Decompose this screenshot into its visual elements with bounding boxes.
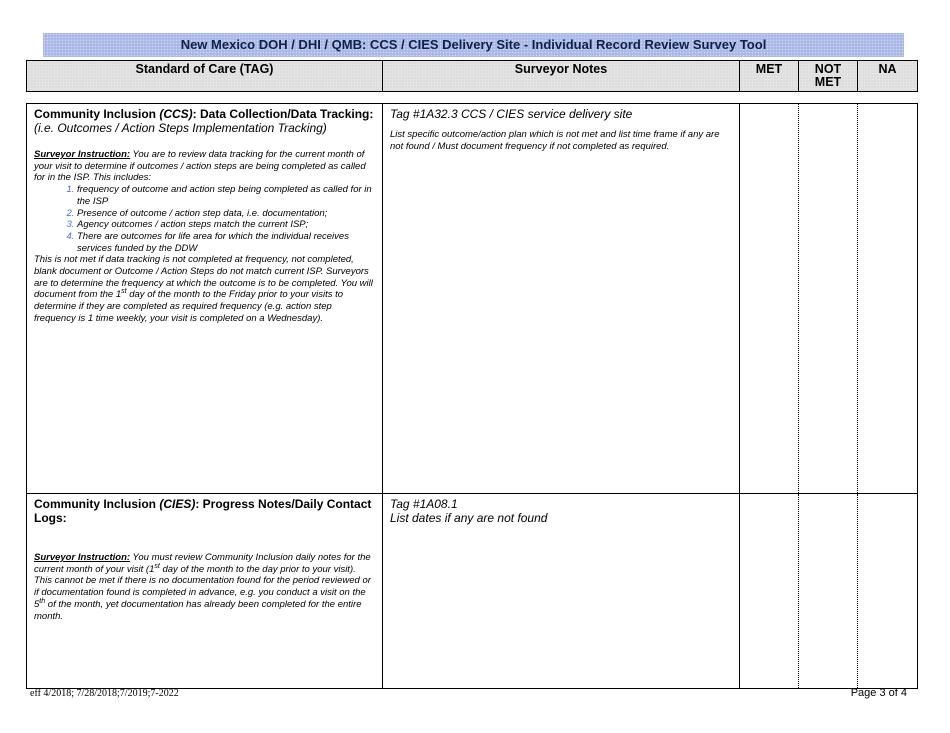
na-cell[interactable]: [858, 494, 918, 689]
column-header-table: [26, 60, 918, 92]
list-item: 4. There are outcomes for life area for which the individual receives services funded by the DDW: [77, 231, 376, 254]
surveyor-notes-cell[interactable]: [383, 494, 740, 689]
document-title: New Mexico DOH / DHI / QMB: CCS / CIES Delivery Site - Individual Record Review Survey Tool: [43, 33, 904, 57]
not-met-cell[interactable]: [799, 494, 858, 689]
met-cell[interactable]: [740, 104, 799, 494]
notes-instruction: List dates if any are not found: [390, 511, 548, 525]
list-item: 3. Agency outcomes / action steps match the current ISP;: [77, 219, 376, 231]
col-header-notes: Surveyor Notes: [383, 61, 740, 92]
col-header-standard: Standard of Care (TAG): [27, 61, 383, 92]
standard-heading: Community Inclusion (CIES): Progress Notes/Daily Contact Logs:: [34, 497, 372, 525]
list-item: 1. frequency of outcome and action step being completed as called for in the ISP: [77, 184, 376, 207]
footer-effective-dates: eff 4/2018; 7/28/2018;7/2019;7-2022: [30, 688, 179, 699]
notes-instruction: List specific outcome/action plan which is not met and list time frame if any are not found / Must document frequency if not completed as required.: [390, 129, 720, 152]
col-header-met: MET: [740, 61, 799, 92]
standard-heading: Community Inclusion (CCS): Data Collection/Data Tracking:: [34, 107, 374, 121]
na-cell[interactable]: [858, 104, 918, 494]
standard-cell: [27, 104, 383, 494]
tag-label: Tag #1A32.3 CCS / CIES service delivery site: [390, 107, 633, 121]
table-row: [27, 494, 918, 689]
met-cell[interactable]: [740, 494, 799, 689]
instruction-paragraph: This is not met if data tracking is not completed at frequency, not completed, blank document or Outcome / Action Steps do not match current ISP. Surveyors are to determine the frequency at which the outcome is to be completed. You will document from the 1st day of the month to the Friday prior to your visits to determine if they are completed as required frequency (e.g. action step frequency is 1 time weekly, your visit is completed on a Wednesday).: [34, 254, 373, 324]
instruction-list: [34, 184, 376, 254]
surveyor-instruction: Surveyor Instruction: You must review Community Inclusion daily notes for the current month of your visit (1st day of the month to the day prior to your visit). This cannot be met if there is no documentation found for the period reviewed or if documentation found is completed in advance, e.g. you conduct a visit on the 5th of the month, yet documentation has already been completed for the entire month.: [34, 552, 371, 622]
list-item: 2. Presence of outcome / action step data, i.e. documentation;: [77, 208, 376, 220]
standard-cell: [27, 494, 383, 689]
tag-label: Tag #1A08.1: [390, 497, 458, 511]
review-table: [26, 103, 918, 689]
not-met-cell[interactable]: [799, 104, 858, 494]
footer-page-number: Page 3 of 4: [850, 687, 907, 699]
surveyor-notes-cell[interactable]: [383, 104, 740, 494]
col-header-na: NA: [858, 61, 918, 92]
table-row: [27, 104, 918, 494]
standard-subheading: (i.e. Outcomes / Action Steps Implementation Tracking): [34, 121, 327, 135]
col-header-not-met: NOT MET: [799, 61, 858, 92]
surveyor-instruction: Surveyor Instruction: You are to review data tracking for the current month of your visit to determine if outcomes / action steps are being completed as called for in the ISP. This includes:: [34, 149, 366, 184]
